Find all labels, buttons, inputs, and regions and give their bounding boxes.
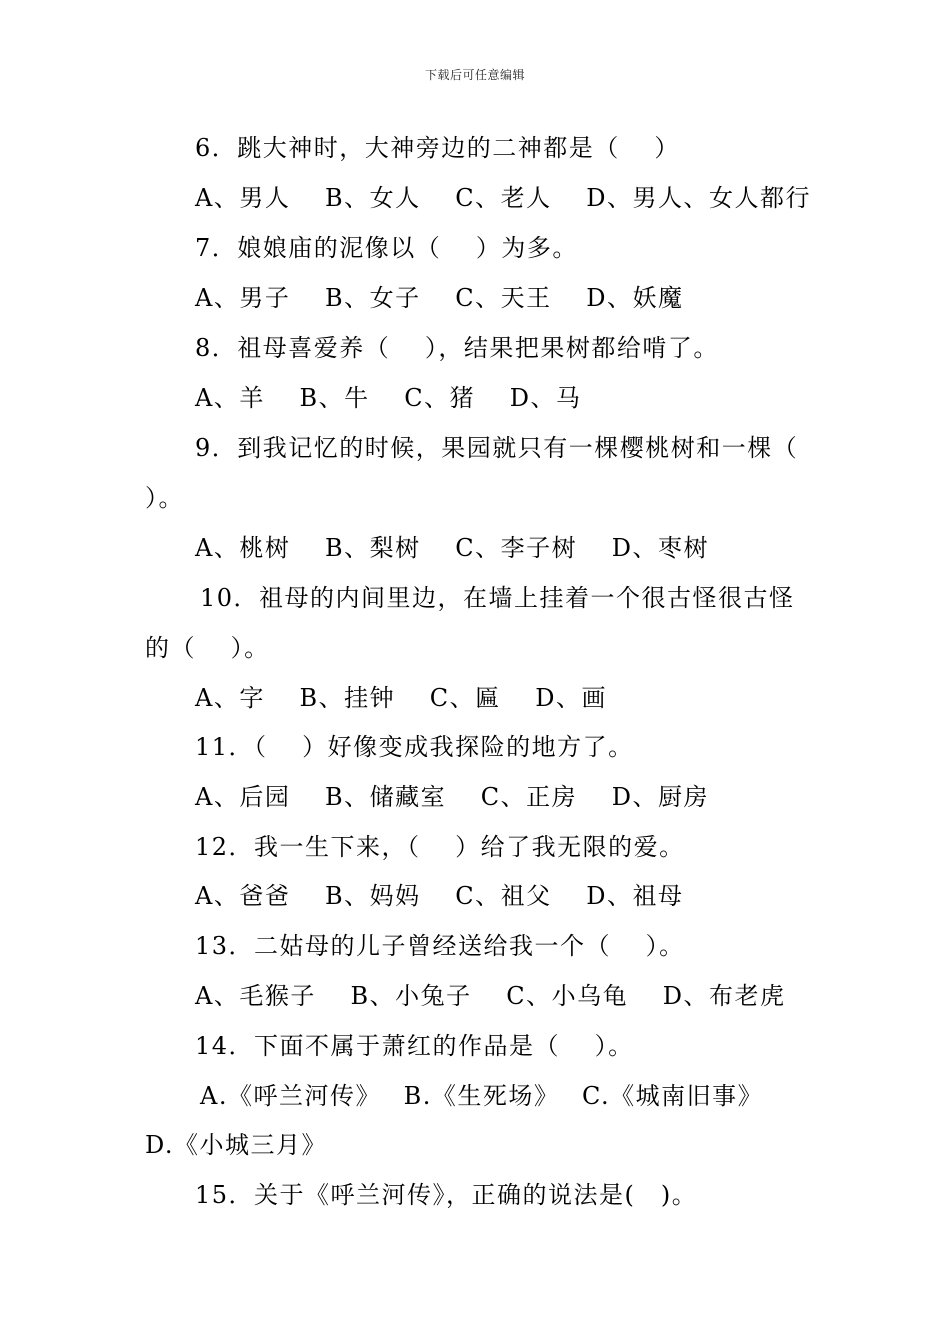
question-12: 12．我一生下来，（ ）给了我无限的爱。 xyxy=(195,833,685,861)
question-14-options: A.《呼兰河传》 B.《生死场》 C.《城南旧事》 xyxy=(200,1082,764,1110)
question-8-options: A、羊 B、牛 C、猪 D、马 xyxy=(195,384,582,412)
question-11: 11．（ ）好像变成我探险的地方了。 xyxy=(195,733,634,761)
question-10: 10．祖母的内间里边，在墙上挂着一个很古怪很古怪 xyxy=(200,584,795,612)
question-10-continuation: 的（ ）。 xyxy=(145,634,270,662)
question-14-options-continuation: D.《小城三月》 xyxy=(145,1131,328,1159)
question-14: 14．下面不属于萧红的作品是（ ）。 xyxy=(195,1032,634,1060)
question-7-options: A、男子 B、女子 C、天王 D、妖魔 xyxy=(195,284,684,312)
question-6-options: A、男人 B、女人 C、老人 D、男人、女人都行 xyxy=(195,184,811,212)
question-9: 9．到我记忆的时候，果园就只有一棵樱桃树和一棵（ xyxy=(195,434,799,462)
question-8: 8．祖母喜爱养（ ），结果把果树都给啃了。 xyxy=(195,334,719,362)
question-13: 13．二姑母的儿子曾经送给我一个（ ）。 xyxy=(195,932,685,960)
question-11-options: A、后园 B、储藏室 C、正房 D、厨房 xyxy=(195,783,709,811)
page-header: 下载后可任意编辑 xyxy=(424,68,525,82)
question-10-options: A、字 B、挂钟 C、匾 D、画 xyxy=(195,684,607,712)
question-9-continuation: ）。 xyxy=(145,484,184,512)
question-6: 6．跳大神时，大神旁边的二神都是（ ） xyxy=(195,134,680,162)
question-12-options: A、爸爸 B、妈妈 C、祖父 D、祖母 xyxy=(195,882,684,910)
question-13-options: A、毛猴子 B、小兔子 C、小乌龟 D、布老虎 xyxy=(195,982,786,1010)
question-7: 7．娘娘庙的泥像以（ ）为多。 xyxy=(195,234,578,262)
question-9-options: A、桃树 B、梨树 C、李子树 D、枣树 xyxy=(195,534,709,562)
question-15: 15．关于《呼兰河传》，正确的说法是( )。 xyxy=(195,1181,698,1209)
